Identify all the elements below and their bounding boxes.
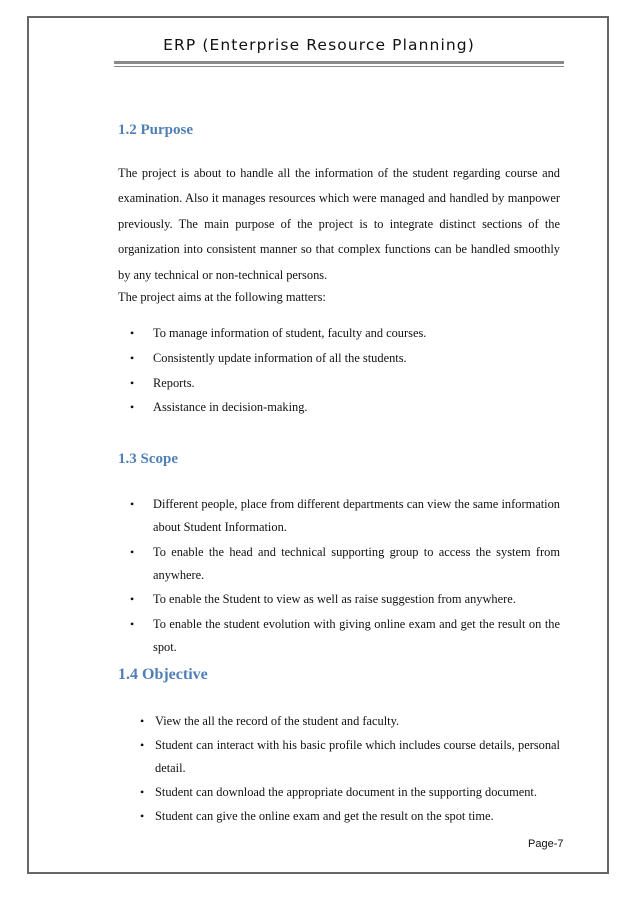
objective-heading: 1.4 Objective <box>118 666 208 683</box>
list-item: • Reports. <box>153 372 563 395</box>
objective-list <box>155 710 560 829</box>
list-item: • To manage information of student, faculty and courses. <box>153 322 563 345</box>
page-number: Page-7 <box>528 838 564 850</box>
list-item: • Assistance in decision-making. <box>153 396 563 419</box>
list-item: • View the all the record of the student and faculty. <box>155 710 560 733</box>
list-item: • Different people, place from different departments can view the same information about Student Information. <box>153 493 560 539</box>
aims-intro: The project aims at the following matters: <box>118 290 326 304</box>
header-rule-thin <box>114 66 564 67</box>
list-item: • Student can interact with his basic profile which includes course details, personal detail. <box>155 734 560 780</box>
list-item: • Consistently update information of all the students. <box>153 347 563 370</box>
scope-list <box>153 493 560 660</box>
list-item: • Student can download the appropriate document in the supporting document. <box>155 781 560 804</box>
purpose-heading: 1.2 Purpose <box>118 122 193 138</box>
purpose-list <box>153 322 563 421</box>
scope-heading: 1.3 Scope <box>118 451 178 467</box>
list-item: • To enable the head and technical supporting group to access the system from anywhere. <box>153 541 560 587</box>
list-item: • To enable the Student to view as well as raise suggestion from anywhere. <box>153 588 560 611</box>
list-item: • Student can give the online exam and get the result on the spot time. <box>155 805 560 828</box>
header-rule <box>114 61 564 64</box>
header-title: ERP (Enterprise Resource Planning) <box>163 36 475 54</box>
list-item: • To enable the student evolution with giving online exam and get the result on the spot. <box>153 613 560 659</box>
purpose-paragraph: The project is about to handle all the information of the student regarding course and examination. Also it manages resources which were managed and handled by manpower previously. The main purpose of the project is to integrate distinct sections of the organization into consistent manner so that complex functions can be handled smoothly by any technical or non-technical persons. <box>118 166 560 282</box>
